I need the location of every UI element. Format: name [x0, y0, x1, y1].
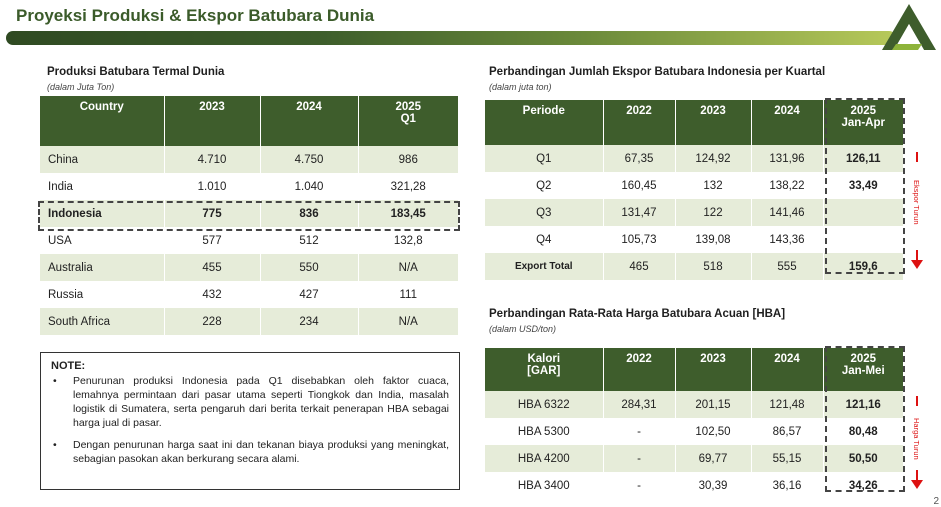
col-country: Country	[40, 96, 164, 146]
table-cell: 50,50	[823, 445, 903, 472]
table-cell: 1.040	[260, 173, 358, 200]
production-unit: (dalam Juta Ton)	[47, 82, 115, 92]
col-2023: 2023	[675, 348, 751, 391]
note-title: NOTE:	[51, 360, 86, 372]
table-cell: 131,96	[751, 145, 823, 172]
table-cell: Australia	[40, 254, 164, 281]
table-cell: -	[603, 418, 675, 445]
table-cell: 86,57	[751, 418, 823, 445]
table-cell: 4.710	[164, 146, 260, 173]
table-cell: 102,50	[675, 418, 751, 445]
table-cell: HBA 3400	[517, 479, 570, 492]
note-box	[40, 352, 460, 490]
col-2022: 2022	[603, 100, 675, 145]
note-item: • Dengan penurunan harga saat ini dan tekanan biaya produksi yang meningkat, sebagian pasokan akan berkurang secara alami.	[51, 438, 449, 466]
table-row	[40, 146, 458, 173]
table-cell: 284,31	[603, 391, 675, 418]
table-cell: 67,35	[603, 145, 675, 172]
export-down-arrow	[909, 152, 925, 272]
col-2023: 2023	[164, 96, 260, 146]
table-cell: Q1	[485, 145, 603, 172]
table-cell: 555	[751, 253, 823, 280]
table-cell: 121,48	[751, 391, 823, 418]
table-cell: 126,11	[823, 145, 903, 172]
table-cell: 131,47	[603, 199, 675, 226]
col-kalori-label: Kalori	[527, 353, 561, 365]
table-cell: 159,6	[823, 253, 903, 280]
page-number: 2	[933, 496, 939, 507]
table-row	[40, 254, 458, 281]
table-row	[40, 227, 458, 254]
table-cell: 132	[675, 172, 751, 199]
table-cell: 1.010	[164, 173, 260, 200]
col-periode: Periode	[485, 100, 603, 145]
production-title: Produksi Batubara Termal Dunia	[47, 66, 225, 78]
table-cell: South Africa	[40, 308, 164, 335]
table-cell: -	[603, 472, 675, 499]
hba-2025-highlight	[825, 346, 905, 492]
title-bar	[6, 31, 896, 45]
table-cell: 228	[164, 308, 260, 335]
table-cell: 4.750	[260, 146, 358, 173]
table-cell: Q2	[536, 179, 552, 192]
table-cell: India	[48, 180, 73, 193]
col-2025-range: Jan-Mei	[841, 365, 885, 377]
table-cell: 143,36	[751, 226, 823, 253]
table-cell: 986	[358, 146, 458, 173]
table-cell: 80,48	[823, 418, 903, 445]
table-row	[40, 173, 458, 200]
table-cell: Indonesia	[40, 200, 164, 227]
table-cell: 141,46	[751, 199, 823, 226]
export-title: Perbandingan Jumlah Ekspor Batubara Indonesia per Kuartal	[489, 66, 826, 78]
table-cell: 234	[260, 308, 358, 335]
table-cell: 512	[260, 227, 358, 254]
table-cell: N/A	[358, 308, 458, 335]
table-cell: 201,15	[675, 391, 751, 418]
table-cell: Russia	[48, 288, 84, 301]
table-cell: 111	[358, 281, 458, 308]
table-cell: 121,16	[823, 391, 903, 418]
table-cell: 33,49	[823, 172, 903, 199]
table-cell: USA	[48, 234, 72, 247]
col-2023: 2023	[675, 100, 751, 145]
col-kalori	[485, 348, 603, 391]
col-2025-year: 2025	[395, 101, 422, 113]
page-title: Proyeksi Produksi & Ekspor Batubara Dunia	[16, 6, 375, 25]
table-cell: 36,16	[751, 472, 823, 499]
table-cell: 577	[164, 227, 260, 254]
col-2025-year: 2025	[850, 105, 877, 117]
table-cell: 518	[675, 253, 751, 280]
table-cell: 132,8	[358, 227, 458, 254]
table-row	[40, 308, 458, 335]
table-cell: HBA 6322	[485, 391, 603, 418]
table-cell: Export Total	[485, 253, 603, 280]
hba-unit: (dalam USD/ton)	[489, 324, 557, 334]
table-cell: 105,73	[603, 226, 675, 253]
col-2025-year: 2025	[850, 353, 877, 365]
col-2022: 2022	[603, 348, 675, 391]
table-cell: 34,26	[823, 472, 903, 499]
table-cell: 55,15	[751, 445, 823, 472]
table-cell: 550	[260, 254, 358, 281]
col-2025-range: Jan-Apr	[841, 117, 885, 129]
table-cell: 183,45	[358, 200, 458, 227]
table-cell: 836	[260, 200, 358, 227]
table-cell: 69,77	[675, 445, 751, 472]
table-cell: N/A	[358, 254, 458, 281]
table-cell: Q3	[485, 199, 603, 226]
hba-title: Perbandingan Rata-Rata Harga Batubara Acuan [HBA]	[489, 308, 786, 320]
table-cell: 432	[164, 281, 260, 308]
table-row	[40, 281, 458, 308]
table-cell: China	[40, 146, 164, 173]
col-2024: 2024	[751, 348, 823, 391]
export-unit: (dalam juta ton)	[489, 82, 552, 92]
col-2025-q1: Q1	[400, 113, 416, 125]
table-cell: HBA 5300	[517, 425, 570, 438]
export-arrow-label: Ekspor Turun	[912, 180, 921, 225]
col-2024: 2024	[751, 100, 823, 145]
table-cell: 139,08	[675, 226, 751, 253]
table-cell: -	[603, 445, 675, 472]
table-cell: Q4	[536, 233, 552, 246]
table-cell: 30,39	[675, 472, 751, 499]
table-cell: HBA 4200	[485, 445, 603, 472]
table-cell: 160,45	[603, 172, 675, 199]
price-arrow-label: Harga Turun	[912, 418, 921, 460]
note-item: • Penurunan produksi Indonesia pada Q1 disebabkan oleh faktor cuaca, lemahnya permintaan dari pasar utama seperti Tiongkok dan India, masalah logistik di Sumatera, serta pengaruh dari berita terkait penerapan HBA sebagai harga jual di pasar.	[51, 374, 449, 430]
table-cell: 427	[260, 281, 358, 308]
table-cell: 775	[164, 200, 260, 227]
export-2025-highlight	[825, 98, 905, 274]
price-down-arrow	[909, 396, 925, 496]
table-cell: 122	[675, 199, 751, 226]
company-logo-icon	[878, 0, 940, 52]
col-2025	[358, 96, 458, 146]
table-cell: 124,92	[675, 145, 751, 172]
col-2024: 2024	[260, 96, 358, 146]
col-kalori-gar: [GAR]	[527, 365, 561, 377]
table-cell: 138,22	[751, 172, 823, 199]
table-cell: 321,28	[358, 173, 458, 200]
table-cell: 455	[164, 254, 260, 281]
indonesia-highlight	[38, 201, 460, 231]
table-cell: 465	[603, 253, 675, 280]
